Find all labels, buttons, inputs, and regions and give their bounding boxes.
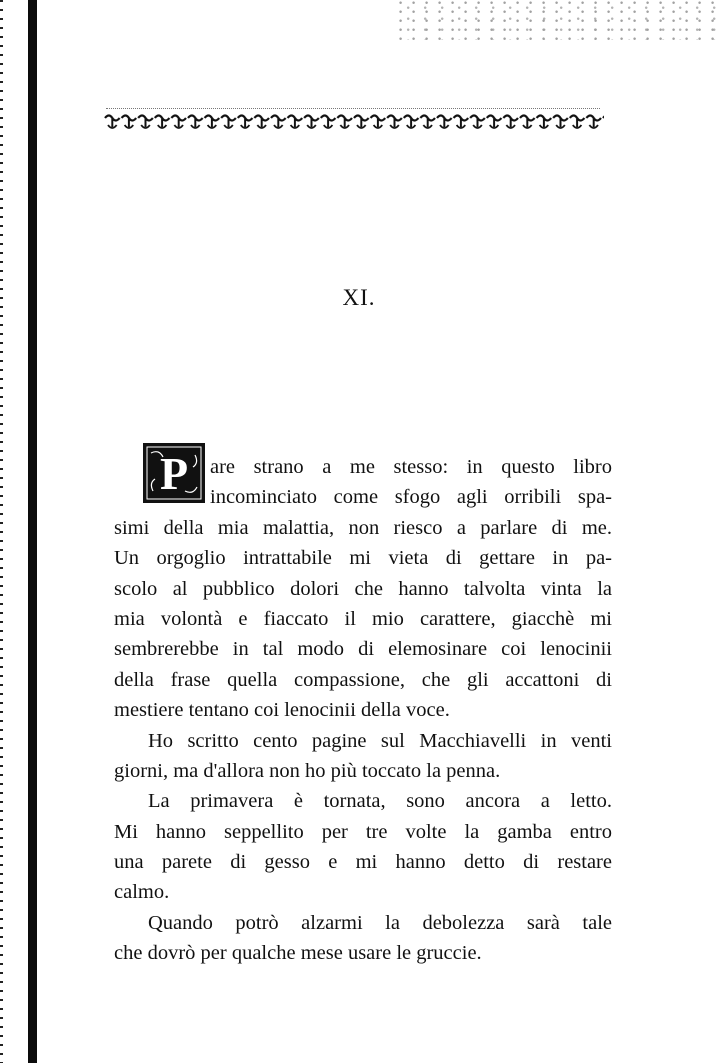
text-line: La primavera è tornata, sono ancora a letto. [148, 790, 612, 813]
text-line: che dovrò per qualche mese usare le gruccie. [114, 942, 482, 965]
text-line: sembrerebbe in tal modo di elemosinare coi lenocinii [114, 638, 612, 661]
text-line: are strano a me stesso: in questo libro [210, 456, 612, 478]
text-line: mestiere tentano coi lenocinii della voce. [114, 699, 450, 722]
text-line: scolo al pubblico dolori che hanno talvolta vinta la [114, 577, 612, 600]
text-line: calmo. [114, 881, 170, 904]
text-line: giorni, ma d'allora non ho più toccato la penna. [114, 759, 501, 782]
book-binding-gutter [28, 0, 37, 1063]
text-line: simi della mia malattia, non riesco a parlare di me. [114, 516, 612, 539]
text-line: mia volontà e fiaccato il mio carattere, giacchè mi [114, 607, 612, 630]
text-line: Mi hanno seppellito per tre volte la gamba entro [114, 820, 612, 843]
body-text [114, 452, 612, 969]
text-line: Quando potrò alzarmi la debolezza sarà tale [148, 911, 612, 934]
dropcap-letter: P [159, 448, 189, 499]
text-line: una parete di gesso e mi hanno detto di restare [114, 851, 612, 874]
chapter-heading: XI. [342, 285, 376, 310]
text-line: incominciato come sfogo agli orribili spa- [210, 486, 612, 509]
paper-speckle [398, 0, 718, 40]
text-line: Un orgoglio intrattabile mi vieta di gettare in pa- [114, 547, 612, 570]
text-line: della frase quella compassione, che gli accattoni di [114, 668, 612, 691]
ornamental-border [104, 112, 604, 134]
text-line: Ho scritto cento pagine sul Macchiavelli in venti [148, 729, 612, 752]
page-edge-shadow [0, 0, 3, 1063]
dotted-rule [106, 108, 600, 109]
